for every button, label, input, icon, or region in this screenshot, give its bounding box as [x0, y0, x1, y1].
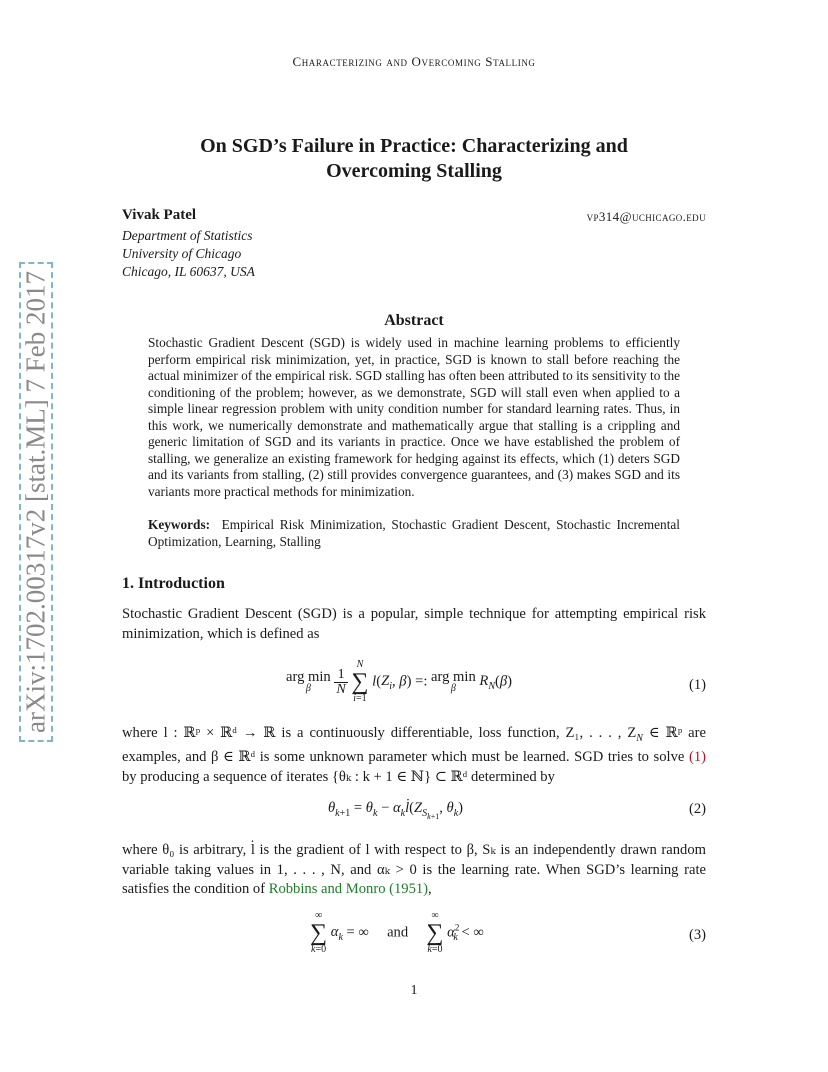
equation-3-number: (3) [688, 927, 706, 943]
equation-2: $\theta_{k+1} = \theta_k$ − $\alpha_kl̇(Z_{S_{k+1}}$, $\theta_k$) [328, 800, 464, 821]
equation-1: arg min β $\frac{1}{N}$ N ∑ i=1 $l(Z_i$, β) =: arg min β $R_N(\beta)$ [286, 659, 513, 704]
para2-text-a: where l : ℝᵖ × ℝᵈ → ℝ is a continuously differentiable, loss function, Z₁, . . . , Z [122, 725, 637, 741]
equation-3-and: and [387, 924, 409, 941]
title-line-2: Overcoming Stalling [326, 160, 502, 182]
keywords-list: Empirical Risk Minimization, Stochastic Gradient Descent, Stochastic Incremental Optimization, Learning, Stalling [148, 517, 680, 549]
arxiv-identifier: arXiv:1702.00317v2 [stat.ML] 7 Feb 2017 [20, 271, 51, 733]
citation-robbins-monro[interactable]: Robbins and Monro (1951) [268, 881, 429, 897]
intro-paragraph-1: Stochastic Gradient Descent (SGD) is a popular, simple technique for attempting empirical risk minimization, which is defined as [122, 606, 706, 642]
section-heading-introduction: 1. Introduction [122, 575, 225, 592]
affiliation-department: Department of Statistics [122, 228, 253, 243]
keywords-label: Keywords: [148, 517, 211, 532]
para2-text-c: by producing a sequence of iterates {θₖ : k + 1 ∈ ℕ} ⊂ ℝᵈ determined by [122, 768, 555, 785]
running-head: Characterizing and Overcoming Stalling [292, 54, 536, 69]
equation-2-number: (2) [688, 801, 706, 817]
abstract-heading: Abstract [384, 312, 444, 329]
intro-paragraph-3 [122, 841, 706, 900]
equation-1-reference-link[interactable]: (1) [688, 749, 706, 766]
author-name: Vivak Patel [122, 207, 197, 223]
para2-text-b: ∈ ℝᵖ are examples, and β ∈ ℝᵈ is some unknown parameter which must be learned. SGD tries to solve [122, 725, 706, 766]
author-email[interactable]: vp314@uchicago.edu [586, 209, 706, 224]
intro-paragraph-2: where l : ℝᵖ × ℝᵈ → ℝ is a continuously differentiable, loss function, Z₁, . . . , $Z_N$ ∈ ℝᵖ are examples, and β ∈ ℝᵈ is some unknown parameter which must be learned. SGD tries to solve (1) by producing a sequence of iterates {θₖ : k + 1 ∈ ℕ} ⊂ ℝᵈ determined by [122, 725, 706, 785]
equation-3: ∞ ∑ k=0 $\alpha_k$ = ∞ and ∞ ∑ k=0 $\alpha^2_k$ < ∞ [310, 910, 484, 955]
title-line-1: On SGD’s Failure in Practice: Characterizing and [200, 135, 628, 157]
equation-1-number: (1) [688, 677, 706, 693]
para3-end: , [428, 881, 432, 897]
affiliation-university: University of Chicago [122, 246, 242, 261]
keywords [148, 517, 680, 550]
abstract-body: Stochastic Gradient Descent (SGD) is widely used in machine learning problems to efficiently perform empirical risk minimization, yet, in practice, SGD is known to stall before reaching the actual minimizer of the empirical risk. SGD stalling has often been attributed to its sensitivity to the conditioning of the problem; however, as we demonstrate, SGD will stall even when applied to a simple linear regression problem with unity condition number for standard learning rates. Thus, in this work, we numerically demonstrate and mathematically argue that stalling is a crippling and generic limitation of SGD and its variants in practice. Once we have established the problem of stalling, we generalize an existing framework for hedging against its effects, which (1) deters SGD and its variants from stalling, (2) still provides convergence guarantees, and (3) makes SGD and its variants more practical methods for minimization. [148, 335, 680, 499]
paper-title [140, 134, 688, 184]
para3-text: where θ₀ is arbitrary, l̇ is the gradient of l with respect to β, Sₖ is an independently drawn random variable taking values in 1, . . . , N, and αₖ > 0 is the learning rate. When SGD’s learning rate satisfies the condition of [122, 842, 706, 897]
arxiv-side-stamp[interactable] [19, 262, 53, 742]
affiliation-address: Chicago, IL 60637, USA [122, 264, 255, 279]
page-number: 1 [410, 983, 418, 998]
